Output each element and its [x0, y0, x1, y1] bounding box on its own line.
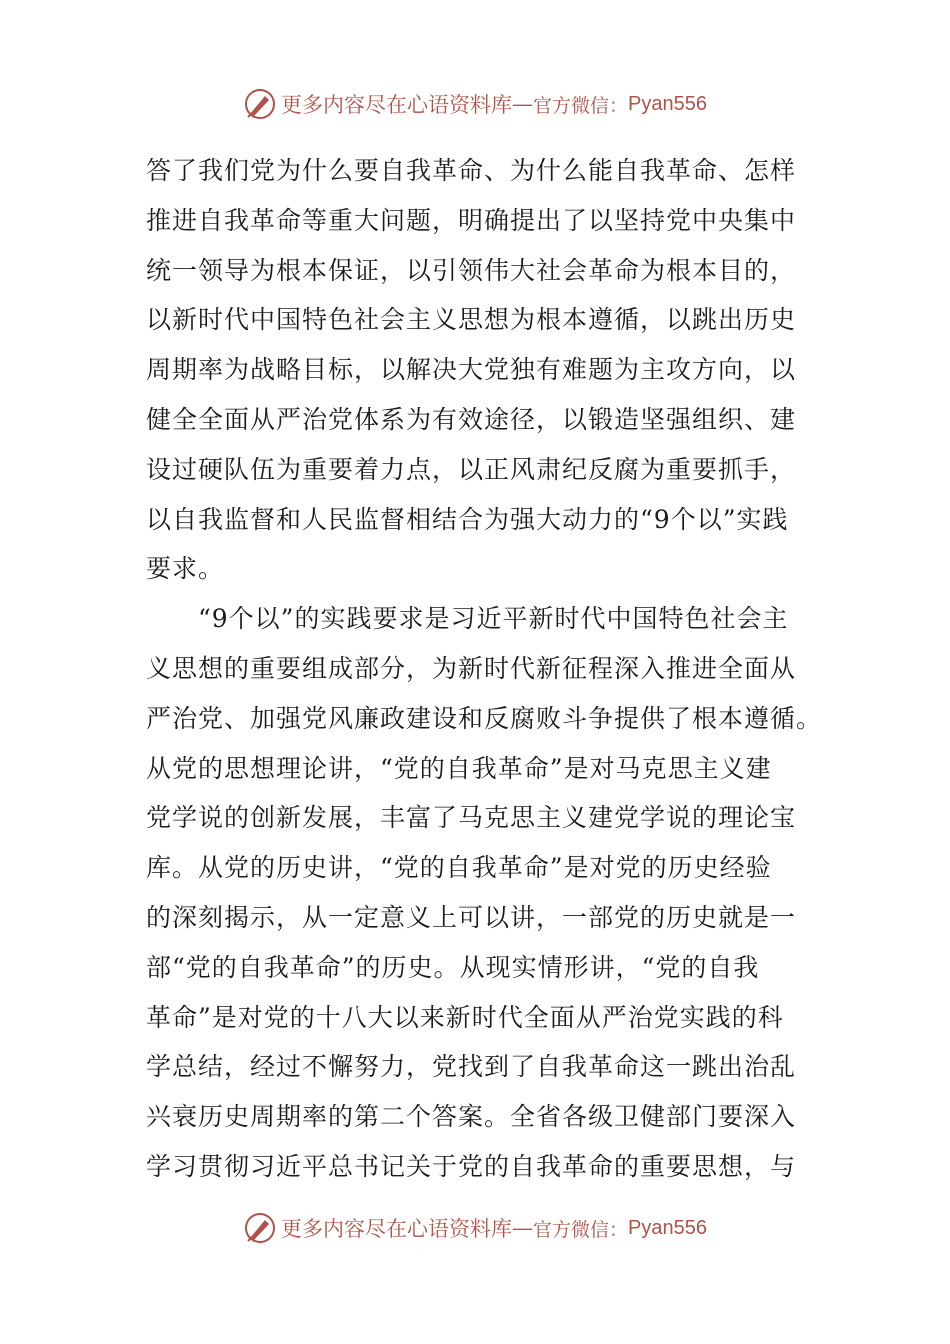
banner-dash: —	[512, 1216, 533, 1240]
footer-banner	[0, 1208, 950, 1248]
document-body	[146, 146, 826, 1192]
text-line: 革命”是对党的十八大以来新时代全面从严治党实践的科	[146, 1002, 784, 1032]
text-line: 兴衰历史周期率的第二个答案。全省各级卫健部门要深入	[146, 1102, 797, 1132]
text-line: 要求。	[146, 554, 225, 584]
text-line: 推进自我革命等重大问题，明确提出了以坚持党中央集中	[146, 205, 797, 235]
text-line: 的深刻揭示，从一定意义上可以讲，一部党的历史就是一	[146, 902, 797, 932]
text-line: 答了我们党为什么要自我革命、为什么能自我革命、怎样	[146, 156, 797, 185]
banner-wechat-label: 官方微信：	[533, 1218, 629, 1241]
text-line: 健全全面从严治党体系为有效途径，以锻造坚强组织、建	[146, 404, 797, 434]
banner-wechat-id: Pyan556	[628, 92, 707, 115]
text-line: 义思想的重要组成部分，为新时代新征程深入推进全面从	[146, 653, 797, 683]
header-banner	[0, 84, 950, 124]
banner-wechat-id: Pyan556	[628, 1216, 707, 1239]
text-line: 库。从党的历史讲，“党的自我革命”是对党的历史经验	[146, 853, 772, 883]
text-line: 学习贯彻习近平总书记关于党的自我革命的重要思想，与	[146, 1151, 797, 1181]
text-line: 从党的思想理论讲，“党的自我革命”是对马克思主义建	[146, 753, 772, 783]
pen-nib-logo-icon	[243, 1211, 277, 1245]
text-line: 以新时代中国特色社会主义思想为根本遵循，以跳出历史	[146, 305, 797, 335]
text-line: 党学说的创新发展，丰富了马克思主义建党学说的理论宝	[146, 803, 797, 833]
text-line: 设过硬队伍为重要着力点，以正风肃纪反腐为重要抓手，	[146, 454, 797, 484]
text-line: 统一领导为根本保证，以引领伟大社会革命为根本目的，	[146, 255, 797, 285]
banner-wechat-label: 官方微信：	[533, 94, 629, 117]
text-line: 学总结，经过不懈努力，党找到了自我革命这一跳出治乱	[146, 1052, 797, 1082]
banner-dash: —	[512, 92, 533, 116]
banner-site-text: 更多内容尽在心语资料库	[281, 1217, 512, 1241]
pen-nib-logo-icon	[243, 87, 277, 121]
text-line: 严治党、加强党风廉政建设和反腐败斗争提供了根本遵循。	[146, 703, 823, 733]
text-line: “9个以”的实践要求是习近平新时代中国特色社会主	[146, 604, 789, 634]
text-line: 部“党的自我革命”的历史。从现实情形讲，“党的自我	[146, 952, 760, 982]
text-line: 周期率为战略目标，以解决大党独有难题为主攻方向，以	[146, 355, 797, 385]
text-line: 以自我监督和人民监督相结合为强大动力的“9个以”实践	[146, 504, 789, 534]
banner-site-text: 更多内容尽在心语资料库	[281, 93, 512, 117]
